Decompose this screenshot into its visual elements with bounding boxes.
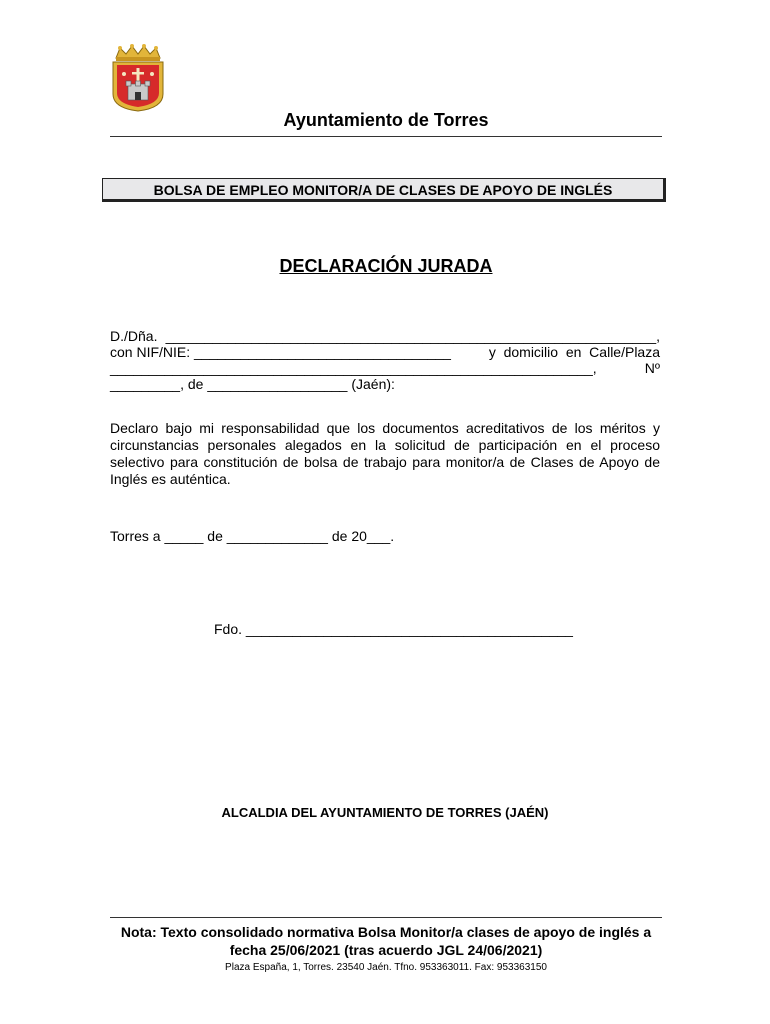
form-line-id bbox=[110, 344, 660, 360]
street-blank[interactable]: ______________________________________________________________, bbox=[110, 360, 597, 376]
name-label: D./Dña. bbox=[110, 328, 158, 344]
form-line-name bbox=[110, 328, 660, 344]
header-divider bbox=[110, 136, 662, 137]
name-blank[interactable]: _______________________________________________________________, bbox=[165, 328, 660, 344]
coat-of-arms-icon bbox=[108, 44, 168, 112]
recipient-heading: ALCALDIA DEL AYUNTAMIENTO DE TORRES (JAÉN) bbox=[221, 805, 549, 820]
footer-note: Nota: Texto consolidado normativa Bolsa Monitor/a clases de apoyo de inglés a fecha 25/06/2021 (tras acuerdo JGL 24/06/2021) bbox=[120, 924, 652, 958]
footer-address: Plaza España, 1, Torres. 23540 Jaén. Tfno. 953363011. Fax: 953363150 bbox=[225, 962, 547, 973]
job-board-banner: BOLSA DE EMPLEO MONITOR/A DE CLASES DE APOYO DE INGLÉS bbox=[102, 178, 666, 202]
document-title: DECLARACIÓN JURADA bbox=[279, 256, 493, 276]
footer-divider bbox=[110, 917, 662, 918]
org-title: Ayuntamiento de Torres bbox=[283, 110, 489, 130]
date-field[interactable]: Torres a _____ de _____________ de 20___. bbox=[110, 528, 395, 544]
declaration-paragraph: Declaro bajo mi responsabilidad que los documentos acreditativos de los méritos y circunstancias personales alegados en la solicitud de participación en el proceso selectivo para constitución de bolsa de trabajo para monitor/a de Clases de Apoyo de Inglés es auténtica. bbox=[110, 420, 660, 487]
number-label: Nº bbox=[644, 360, 660, 376]
address-label: y domicilio en Calle/Plaza bbox=[488, 344, 660, 360]
nif-field[interactable]: con NIF/NIE: _________________________________ bbox=[110, 344, 451, 360]
town-field[interactable]: _________, de __________________ (Jaén): bbox=[110, 376, 395, 392]
signature-field[interactable]: Fdo. __________________________________________ bbox=[214, 621, 573, 637]
form-line-street bbox=[110, 360, 660, 376]
